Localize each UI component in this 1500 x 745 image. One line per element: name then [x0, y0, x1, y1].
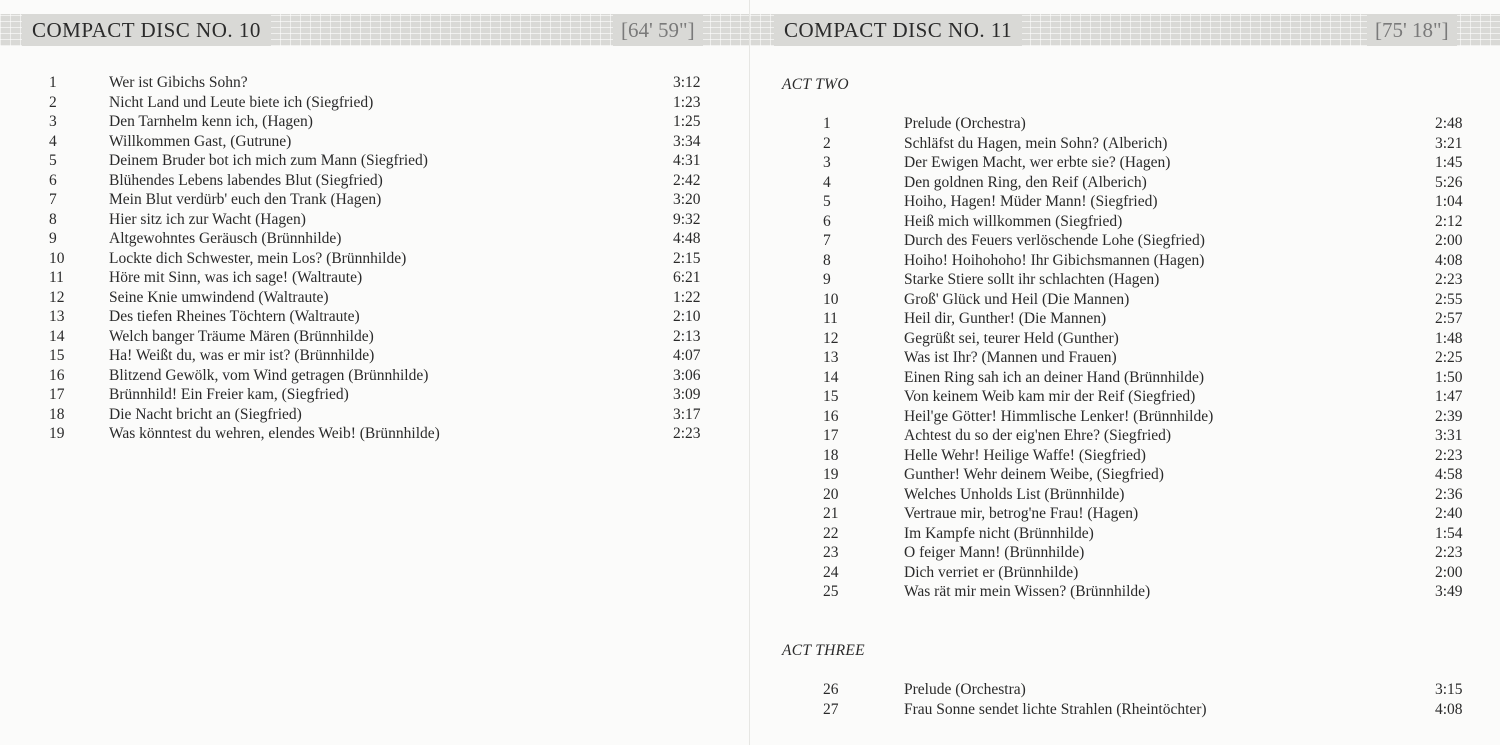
track-duration: 4:31 [673, 152, 701, 169]
track-duration: 1:48 [1435, 329, 1463, 347]
track-row [823, 485, 1483, 505]
track-duration: 2:25 [1435, 349, 1463, 366]
track-duration: 1:04 [1435, 193, 1463, 210]
track-row [49, 112, 729, 132]
track-row [49, 190, 729, 210]
track-title: Die Nacht bricht an (Siegfried) [109, 405, 302, 423]
track-duration: 2:23 [673, 425, 701, 442]
track-row [49, 307, 729, 327]
track-number: 16 [823, 407, 839, 425]
track-number: 25 [823, 583, 839, 600]
track-title: Ha! Weißt du, was er mir ist? (Brünnhilde) [109, 347, 375, 364]
track-title: Des tiefen Rheines Töchtern (Waltraute) [109, 308, 360, 325]
track-row [823, 387, 1483, 407]
track-title: Brünnhild! Ein Freier kam, (Siegfried) [109, 386, 349, 403]
track-row [823, 270, 1483, 290]
track-number: 19 [823, 466, 839, 483]
track-title: Gunther! Wehr deinem Weibe, (Siegfried) [904, 466, 1164, 483]
disc-11-title: COMPACT DISC NO. 11 [774, 14, 1022, 46]
track-number: 19 [49, 425, 65, 442]
track-title: Höre mit Sinn, was ich sage! (Waltraute) [109, 269, 363, 286]
track-row [823, 504, 1483, 524]
track-title: Von keinem Weib kam mir der Reif (Siegfried) [904, 388, 1196, 405]
track-title: Im Kampfe nicht (Brünnhilde) [904, 524, 1094, 542]
track-row [823, 212, 1483, 232]
track-number: 9 [823, 271, 831, 288]
track-number: 17 [49, 386, 65, 403]
track-number: 14 [49, 327, 65, 345]
track-duration: 2:23 [1435, 446, 1463, 464]
act-three-track-list [823, 680, 1483, 719]
track-row [823, 446, 1483, 466]
track-title: Blühendes Lebens labendes Blut (Siegfried) [109, 171, 383, 189]
track-title: Heil dir, Gunther! (Die Mannen) [904, 310, 1107, 327]
track-row [823, 309, 1483, 329]
track-duration: 2:40 [1435, 505, 1463, 522]
track-title: Deinem Bruder bot ich mich zum Mann (Siegfried) [109, 152, 428, 169]
track-row [823, 426, 1483, 446]
track-title: Dich verriet er (Brünnhilde) [904, 563, 1079, 581]
track-title: Was ist Ihr? (Mannen und Frauen) [904, 349, 1117, 366]
track-duration: 5:26 [1435, 173, 1463, 191]
disc-10-track-list [49, 73, 729, 444]
track-title: Durch des Feuers verlöschende Lohe (Siegfried) [904, 232, 1205, 249]
track-duration: 3:49 [1435, 583, 1463, 600]
track-row [823, 231, 1483, 251]
track-duration: 2:48 [1435, 115, 1463, 132]
track-duration: 1:45 [1435, 154, 1463, 171]
disc-11-page [750, 0, 1500, 745]
track-row [823, 173, 1483, 193]
track-duration: 3:06 [673, 366, 701, 384]
track-row [823, 153, 1483, 173]
track-title: Achtest du so der eig'nen Ehre? (Siegfried) [904, 427, 1172, 444]
track-row [49, 171, 729, 191]
track-title: Was könntest du wehren, elendes Weib! (Brünnhilde) [109, 425, 440, 442]
track-number: 13 [823, 349, 839, 366]
track-duration: 2:23 [1435, 544, 1463, 561]
track-title: Hier sitz ich zur Wacht (Hagen) [109, 210, 306, 228]
track-duration: 1:22 [673, 288, 701, 306]
track-title: Vertraue mir, betrog'ne Frau! (Hagen) [904, 505, 1139, 522]
track-title: Nicht Land und Leute biete ich (Siegfried) [109, 93, 374, 111]
track-row [823, 582, 1483, 602]
track-title: Den goldnen Ring, den Reif (Alberich) [904, 173, 1147, 191]
track-title: Heil'ge Götter! Himmlische Lenker! (Brünnhilde) [904, 407, 1214, 425]
track-number: 12 [823, 329, 839, 347]
track-duration: 2:36 [1435, 485, 1463, 503]
track-row [823, 563, 1483, 583]
track-duration: 2:39 [1435, 407, 1463, 425]
track-title: Der Ewigen Macht, wer erbte sie? (Hagen) [904, 154, 1171, 171]
track-number: 23 [823, 544, 839, 561]
act-two-track-list [823, 114, 1483, 602]
track-title: Starke Stiere sollt ihr schlachten (Hagen) [904, 271, 1160, 288]
track-number: 6 [49, 171, 57, 189]
track-title: Helle Wehr! Heilige Waffe! (Siegfried) [904, 446, 1146, 464]
track-number: 1 [823, 115, 831, 132]
track-number: 8 [823, 251, 831, 269]
track-number: 4 [49, 132, 57, 150]
track-title: Welches Unholds List (Brünnhilde) [904, 485, 1125, 503]
track-title: Lockte dich Schwester, mein Los? (Brünnhilde) [109, 249, 407, 267]
track-row [823, 465, 1483, 485]
track-number: 15 [49, 347, 65, 364]
track-number: 2 [823, 134, 831, 152]
track-duration: 9:32 [673, 210, 701, 228]
track-number: 13 [49, 308, 65, 325]
track-title: O feiger Mann! (Brünnhilde) [904, 544, 1085, 561]
track-row [49, 132, 729, 152]
track-row [49, 93, 729, 113]
track-row [823, 329, 1483, 349]
track-row [49, 424, 729, 444]
track-title: Heiß mich willkommen (Siegfried) [904, 212, 1123, 230]
track-duration: 2:00 [1435, 232, 1463, 249]
disc-11-header [750, 14, 1500, 46]
track-number: 14 [823, 368, 839, 386]
track-number: 12 [49, 288, 65, 306]
track-duration: 2:00 [1435, 563, 1463, 581]
track-duration: 3:20 [673, 191, 701, 208]
act-two-label: ACT TWO [782, 76, 849, 93]
act-three-label: ACT THREE [782, 642, 865, 659]
track-title: Blitzend Gewölk, vom Wind getragen (Brünnhilde) [109, 366, 429, 384]
track-row [49, 151, 729, 171]
track-number: 8 [49, 210, 57, 228]
track-duration: 1:25 [673, 113, 701, 130]
track-title: Gegrüßt sei, teurer Held (Gunther) [904, 329, 1119, 347]
track-number: 20 [823, 485, 839, 503]
disc-10-duration: [64' 59"] [613, 14, 703, 46]
track-duration: 1:23 [673, 93, 701, 111]
track-duration: 6:21 [673, 269, 701, 286]
track-row [49, 268, 729, 288]
track-number: 27 [823, 700, 839, 718]
track-row [49, 288, 729, 308]
track-duration: 3:15 [1435, 681, 1463, 698]
track-number: 9 [49, 230, 57, 247]
track-title: Groß' Glück und Heil (Die Mannen) [904, 290, 1130, 308]
track-row [49, 346, 729, 366]
track-row [49, 327, 729, 347]
track-number: 16 [49, 366, 65, 384]
track-number: 1 [49, 74, 57, 91]
track-number: 18 [823, 446, 839, 464]
track-duration: 4:48 [673, 230, 701, 247]
track-row [823, 368, 1483, 388]
track-title: Welch banger Träume Mären (Brünnhilde) [109, 327, 374, 345]
track-duration: 3:21 [1435, 134, 1463, 152]
track-duration: 2:10 [673, 308, 701, 325]
track-title: Was rät mir mein Wissen? (Brünnhilde) [904, 583, 1151, 600]
track-duration: 2:12 [1435, 212, 1463, 230]
track-row [823, 134, 1483, 154]
track-title: Seine Knie umwindend (Waltraute) [109, 288, 329, 306]
track-duration: 4:07 [673, 347, 701, 364]
track-duration: 3:34 [673, 132, 701, 150]
track-number: 26 [823, 681, 839, 698]
track-number: 3 [823, 154, 831, 171]
track-number: 6 [823, 212, 831, 230]
track-row [823, 407, 1483, 427]
track-row [49, 210, 729, 230]
track-title: Schläfst du Hagen, mein Sohn? (Alberich) [904, 134, 1168, 152]
track-number: 11 [49, 269, 64, 286]
track-title: Altgewohntes Geräusch (Brünnhilde) [109, 230, 342, 247]
disc-10-header [0, 14, 750, 46]
track-number: 7 [49, 191, 57, 208]
track-duration: 1:50 [1435, 368, 1463, 386]
track-duration: 4:58 [1435, 466, 1463, 483]
track-row [823, 114, 1483, 134]
track-number: 5 [823, 193, 831, 210]
track-title: Hoiho! Hoihohoho! Ihr Gibichsmannen (Hagen) [904, 251, 1205, 269]
track-number: 10 [49, 249, 65, 267]
track-duration: 2:13 [673, 327, 701, 345]
track-row [823, 680, 1483, 700]
track-row [823, 348, 1483, 368]
track-duration: 1:54 [1435, 524, 1463, 542]
disc-10-title: COMPACT DISC NO. 10 [22, 14, 271, 46]
track-title: Wer ist Gibichs Sohn? [109, 74, 248, 91]
track-number: 4 [823, 173, 831, 191]
track-duration: 3:17 [673, 405, 701, 423]
track-number: 17 [823, 427, 839, 444]
track-number: 15 [823, 388, 839, 405]
track-title: Einen Ring sah ich an deiner Hand (Brünnhilde) [904, 368, 1205, 386]
track-duration: 2:42 [673, 171, 701, 189]
track-duration: 3:31 [1435, 427, 1463, 444]
track-row [49, 73, 729, 93]
track-row [823, 700, 1483, 720]
track-number: 5 [49, 152, 57, 169]
track-duration: 3:12 [673, 74, 701, 91]
track-number: 10 [823, 290, 839, 308]
track-duration: 3:09 [673, 386, 701, 403]
track-number: 24 [823, 563, 839, 581]
track-row [823, 290, 1483, 310]
track-title: Hoiho, Hagen! Müder Mann! (Siegfried) [904, 193, 1158, 210]
track-row [49, 229, 729, 249]
track-row [49, 366, 729, 386]
track-duration: 2:15 [673, 249, 701, 267]
track-row [823, 543, 1483, 563]
track-number: 21 [823, 505, 839, 522]
track-title: Prelude (Orchestra) [904, 115, 1026, 132]
track-number: 7 [823, 232, 831, 249]
track-duration: 2:23 [1435, 271, 1463, 288]
track-duration: 2:55 [1435, 290, 1463, 308]
track-duration: 2:57 [1435, 310, 1463, 327]
disc-11-duration: [75' 18"] [1367, 14, 1457, 46]
track-number: 11 [823, 310, 838, 327]
track-row [49, 405, 729, 425]
track-number: 2 [49, 93, 57, 111]
track-title: Den Tarnhelm kenn ich, (Hagen) [109, 113, 313, 130]
track-row [49, 249, 729, 269]
track-duration: 1:47 [1435, 388, 1463, 405]
track-title: Mein Blut verdürb' euch den Trank (Hagen) [109, 191, 382, 208]
track-number: 18 [49, 405, 65, 423]
track-row [823, 251, 1483, 271]
track-number: 3 [49, 113, 57, 130]
track-row [823, 524, 1483, 544]
track-title: Willkommen Gast, (Gutrune) [109, 132, 292, 150]
track-row [49, 385, 729, 405]
track-title: Frau Sonne sendet lichte Strahlen (Rheintöchter) [904, 700, 1207, 718]
track-title: Prelude (Orchestra) [904, 681, 1026, 698]
track-duration: 4:08 [1435, 700, 1463, 718]
track-number: 22 [823, 524, 839, 542]
track-row [823, 192, 1483, 212]
track-duration: 4:08 [1435, 251, 1463, 269]
